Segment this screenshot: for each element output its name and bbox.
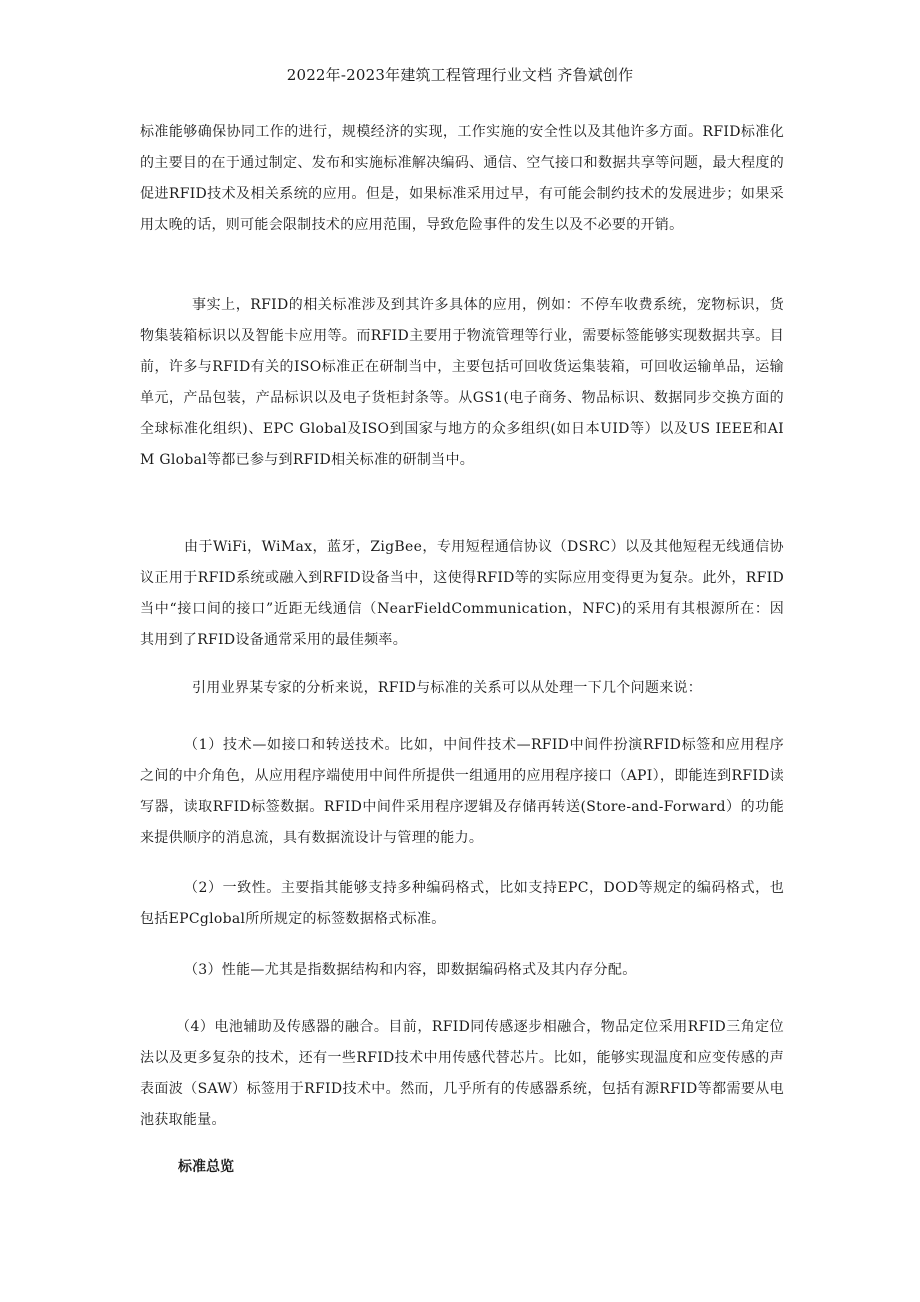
paragraph: 由于WiFi，WiMax，蓝牙，ZigBee，专用短程通信协议（DSRC）以及其他短程无线通信协议正用于RFID系统或融入到RFID设备当中，这使得RFID等的实际应用变得更为复杂。此外，RFID当中“接口间的接口”近距无线通信（NearFieldCommunication，NFC)的采用有其根源所在：因其用到了RFID设备通常采用的最佳频率。 — [140, 539, 784, 648]
paragraph: 事实上，RFID的相关标准涉及到其许多具体的应用，例如：不停车收费系统，宠物标识，货物集装箱标识以及智能卡应用等。而RFID主要用于物流管理等行业，需要标签能够实现数据共享。目前，许多与RFID有关的ISO标准正在研制当中，主要包括可回收货运集装箱，可回收运输单品，运输单元，产品包装，产品标识以及电子货柜封条等。从GS1(电子商务、物品标识、数据同步交换方面的全球标准化组织)、EPC Global及ISO到国家与地方的众多组织(如日本UID等）以及US IEEE和AIM Global等都已参与到RFID相关标准的研制当中。 — [140, 297, 784, 468]
section-heading: 标准总览 — [178, 1159, 234, 1175]
paragraph: （2）一致性。主要指其能够支持多种编码格式，比如支持EPC，DOD等规定的编码格式，也包括EPCglobal所所规定的标签数据格式标准。 — [140, 880, 784, 927]
page-header: 2022年-2023年建筑工程管理行业文档 齐鲁斌创作 — [286, 66, 634, 84]
paragraph: 标准能够确保协同工作的进行，规模经济的实现，工作实施的安全性以及其他许多方面。RFID标准化的主要目的在于通过制定、发布和实施标准解决编码、通信、空气接口和数据共享等问题，最大程度的促进RFID技术及相关系统的应用。但是，如果标准采用过早，有可能会制约技术的发展进步；如果采用太晚的话，则可能会限制技术的应用范围，导致危险事件的发生以及不必要的开销。 — [140, 124, 784, 233]
paragraph: （4）电池辅助及传感器的融合。目前，RFID同传感逐步相融合，物品定位采用RFID三角定位法以及更多复杂的技术，还有一些RFID技术中用传感代替芯片。比如，能够实现温度和应变传感的声表面波（SAW）标签用于RFID技术中。然而，几乎所有的传感器系统，包括有源RFID等都需要从电池获取能量。 — [140, 1019, 784, 1128]
paragraph: 引用业界某专家的分析来说，RFID与标准的关系可以从处理一下几个问题来说： — [192, 680, 703, 696]
paragraph: （1）技术—如接口和转送技术。比如，中间件技术—RFID中间件扮演RFID标签和应用程序之间的中介角色，从应用程序端使用中间件所提供一组通用的应用程序接口（API），即能连到RFID读写器，读取RFID标签数据。RFID中间件采用程序逻辑及存储再转送(Store-and-Forward）的功能来提供顺序的消息流，具有数据流设计与管理的能力。 — [140, 737, 784, 846]
paragraph: （3）性能—尤其是指数据结构和内容，即数据编码格式及其内存分配。 — [184, 962, 637, 978]
